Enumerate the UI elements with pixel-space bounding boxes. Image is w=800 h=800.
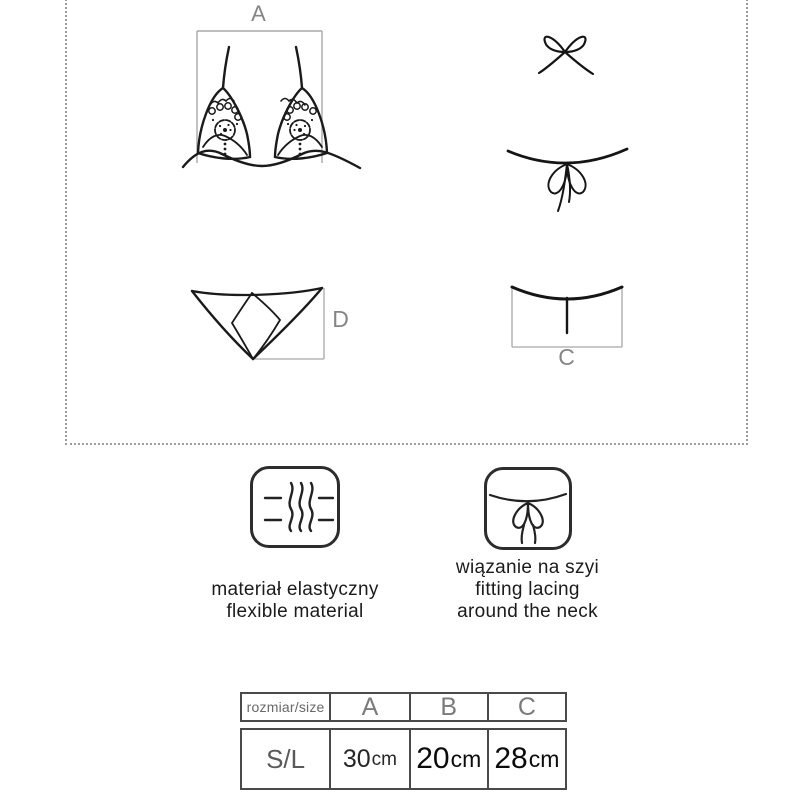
- header-cell-size: rozmiar/size: [246, 699, 325, 715]
- caption-line-pl: materiał elastyczny: [211, 579, 379, 600]
- measurement-c-value: 28: [494, 742, 528, 775]
- row-cell-b: [409, 730, 487, 788]
- measurement-label-d: D: [332, 306, 350, 332]
- back-band-line: [508, 149, 627, 163]
- neck-lacing-icon: [484, 467, 572, 550]
- neck-lacing-caption: [405, 557, 650, 623]
- measurement-label-c: C: [558, 344, 576, 370]
- measurement-a-unit: cm: [371, 748, 397, 770]
- measurement-label-a: A: [251, 1, 267, 26]
- caption-line-en2: around the neck: [457, 601, 598, 622]
- row-cell-a: [329, 730, 408, 788]
- measurement-b-unit: cm: [450, 745, 482, 772]
- size-table-row: [240, 728, 567, 790]
- caption-line-pl: wiązanie na szyi: [455, 557, 600, 578]
- header-cell-c: C: [487, 694, 565, 720]
- bra-front-drawing: [180, 24, 365, 176]
- bra-back-ties-drawing: [495, 25, 640, 215]
- elastic-material-icon: [250, 466, 340, 548]
- neck-bow-loop-right: [565, 37, 585, 52]
- measurement-c-unit: cm: [528, 745, 560, 772]
- panties-front-drawing: [185, 278, 345, 368]
- caption-line-en1: fitting lacing: [475, 579, 580, 600]
- neck-bow-loop-left: [545, 37, 565, 52]
- elastic-material-caption: [170, 579, 420, 623]
- size-table-header: [240, 692, 567, 722]
- header-cell-b: B: [409, 694, 487, 720]
- header-cell-a: A: [329, 694, 408, 720]
- lacing-bow-glyph: [487, 470, 569, 547]
- stretch-waves-glyph: [253, 469, 337, 545]
- size-diagram-panel: [65, 0, 748, 445]
- measurement-a-value: 30: [342, 744, 371, 773]
- row-cell-size: S/L: [266, 743, 306, 774]
- bra-width-bracket: [197, 31, 322, 163]
- measurement-b-value: 20: [416, 742, 450, 775]
- row-cell-c: [487, 730, 565, 788]
- panties-back-drawing: [505, 280, 630, 352]
- caption-line-en: flexible material: [226, 601, 364, 622]
